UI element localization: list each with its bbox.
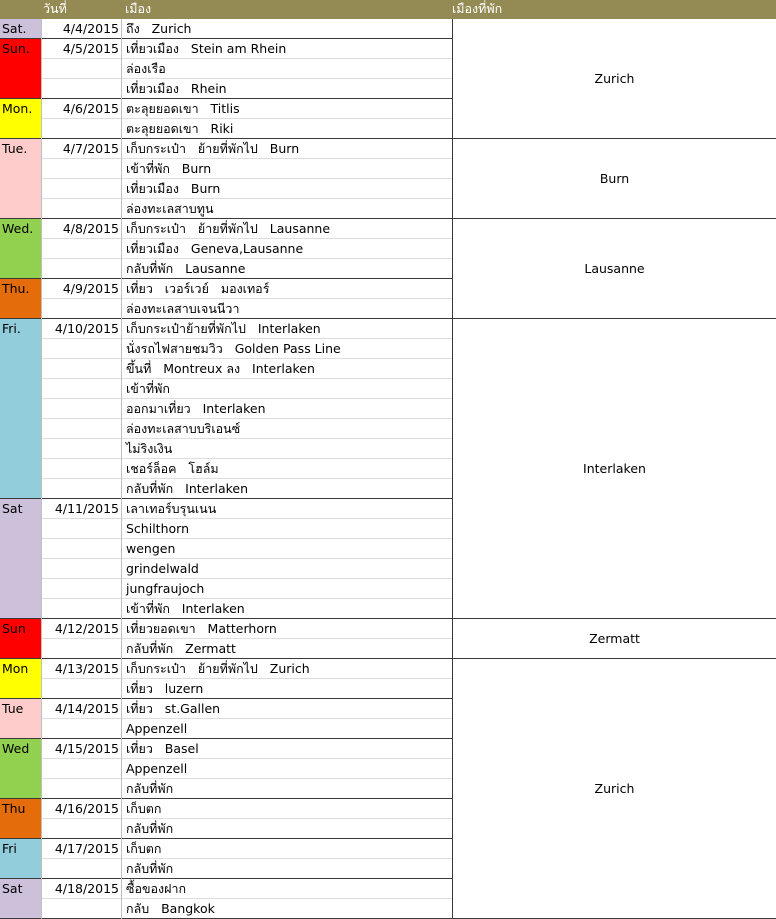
date-row-line bbox=[41, 599, 121, 619]
day-cell: Sat bbox=[0, 499, 41, 619]
date-cell: 4/6/2015 bbox=[62, 101, 119, 116]
activity-cell: กลับที่พัก bbox=[121, 819, 452, 839]
header-blank-cell bbox=[0, 0, 41, 19]
activity-cell: เที่ยวเมือง Burn bbox=[121, 179, 452, 199]
date-row-line bbox=[41, 659, 121, 679]
day-cell: Wed bbox=[0, 739, 41, 799]
date-row-line bbox=[41, 719, 121, 739]
date-cell: 4/16/2015 bbox=[54, 801, 119, 816]
activity-cell: Schilthorn bbox=[121, 519, 452, 539]
activity-cell: wengen bbox=[121, 539, 452, 559]
date-row-line bbox=[41, 219, 121, 239]
date-row-line bbox=[41, 699, 121, 719]
date-row-line bbox=[41, 259, 121, 279]
date-row-line bbox=[41, 299, 121, 319]
date-cell: 4/9/2015 bbox=[62, 281, 119, 296]
header-date: วันที่ bbox=[41, 0, 121, 19]
activity-cell: เที่ยวยอดเขา Matterhorn bbox=[121, 619, 452, 639]
activity-cell: เข้าที่พัก bbox=[121, 379, 452, 399]
activity-cell: เที่ยวเมือง Rhein bbox=[121, 79, 452, 99]
date-cell: 4/12/2015 bbox=[54, 621, 119, 636]
date-row-line bbox=[41, 239, 121, 259]
date-row-line bbox=[41, 139, 121, 159]
activity-cell: เที่ยว Basel bbox=[121, 739, 452, 759]
day-cell: Tue bbox=[0, 699, 41, 739]
stay-city-cell: Burn bbox=[452, 139, 776, 219]
date-row-line bbox=[41, 639, 121, 659]
activity-cell: เที่ยวเมือง Stein am Rhein bbox=[121, 39, 452, 59]
date-cell: 4/18/2015 bbox=[54, 881, 119, 896]
activity-cell: Appenzell bbox=[121, 759, 452, 779]
date-row-line bbox=[41, 99, 121, 119]
date-row-line bbox=[41, 199, 121, 219]
activity-cell: เก็บกระเป๋า ย้ายที่พักไป Zurich bbox=[121, 659, 452, 679]
activity-cell: ตะลุยยอดเขา Riki bbox=[121, 119, 452, 139]
date-cell: 4/13/2015 bbox=[54, 661, 119, 676]
stay-city-cell: Lausanne bbox=[452, 219, 776, 319]
activity-cell: ล่องทะเลสาบเจนนีวา bbox=[121, 299, 452, 319]
date-row-line bbox=[41, 419, 121, 439]
activity-cell: ถึง Zurich bbox=[121, 19, 452, 39]
activity-cell: ล่องทะเลสาบทูน bbox=[121, 199, 452, 219]
date-row-line bbox=[41, 859, 121, 879]
activity-cell: นั่งรถไฟสายชมวิว Golden Pass Line bbox=[121, 339, 452, 359]
day-cell: Mon. bbox=[0, 99, 41, 139]
date-cell: 4/7/2015 bbox=[62, 141, 119, 156]
header-stay: เมืองที่พัก bbox=[452, 0, 776, 19]
date-row-line bbox=[41, 439, 121, 459]
day-cell: Sat. bbox=[0, 19, 41, 39]
date-row-line bbox=[41, 359, 121, 379]
stay-city-cell: Zurich bbox=[452, 19, 776, 139]
day-cell: Fri bbox=[0, 839, 41, 879]
activity-cell: เก็บกระเป๋า ย้ายที่พักไป Lausanne bbox=[121, 219, 452, 239]
activity-cell: เข้าที่พัก Burn bbox=[121, 159, 452, 179]
date-row-line bbox=[41, 619, 121, 639]
activity-cell: ล่องทะเลสาบบริเอนซ์ bbox=[121, 419, 452, 439]
date-row-line bbox=[41, 539, 121, 559]
activity-cell: เข้าที่พัก Interlaken bbox=[121, 599, 452, 619]
stay-city-cell: Zurich bbox=[452, 659, 776, 919]
date-row-line bbox=[41, 39, 121, 59]
activity-cell: ออกมาเที่ยว Interlaken bbox=[121, 399, 452, 419]
activity-cell: กลับที่พัก Zermatt bbox=[121, 639, 452, 659]
activity-cell: Appenzell bbox=[121, 719, 452, 739]
activity-cell: กลับ Bangkok bbox=[121, 899, 452, 919]
date-cell: 4/14/2015 bbox=[54, 701, 119, 716]
date-row-line bbox=[41, 819, 121, 839]
date-row-line bbox=[41, 119, 121, 139]
day-cell: Thu bbox=[0, 799, 41, 839]
date-row-line bbox=[41, 59, 121, 79]
date-row-line bbox=[41, 479, 121, 499]
activity-cell: ล่องเรือ bbox=[121, 59, 452, 79]
activity-cell: เชอร์ล็อค โฮล์ม bbox=[121, 459, 452, 479]
day-cell: Wed. bbox=[0, 219, 41, 279]
header-city: เมือง bbox=[121, 0, 452, 19]
day-cell: Sat bbox=[0, 879, 41, 919]
activity-cell: grindelwald bbox=[121, 559, 452, 579]
date-cell: 4/11/2015 bbox=[54, 501, 119, 516]
date-row-line bbox=[41, 579, 121, 599]
date-row-line bbox=[41, 179, 121, 199]
activity-cell: เที่ยว เวอร์เวย์ มองเทอร์ bbox=[121, 279, 452, 299]
date-row-line bbox=[41, 559, 121, 579]
date-row-line bbox=[41, 79, 121, 99]
date-row-line bbox=[41, 339, 121, 359]
date-row-line bbox=[41, 739, 121, 759]
date-row-line bbox=[41, 379, 121, 399]
activity-cell: เก็บกระเป๋าย้ายที่พักไป Interlaken bbox=[121, 319, 452, 339]
date-row-line bbox=[41, 679, 121, 699]
date-row-line bbox=[41, 759, 121, 779]
activity-cell: ตะลุยยอดเขา Titlis bbox=[121, 99, 452, 119]
date-row-line bbox=[41, 459, 121, 479]
day-cell: Sun. bbox=[0, 39, 41, 99]
activity-cell: เลาเทอร์บรุนเนน bbox=[121, 499, 452, 519]
activity-cell: ไม่ริงเงิน bbox=[121, 439, 452, 459]
stay-city-cell: Zermatt bbox=[452, 619, 776, 659]
activity-cell: เที่ยวเมือง Geneva,Lausanne bbox=[121, 239, 452, 259]
activity-cell: เก็บตก bbox=[121, 839, 452, 859]
date-cell: 4/10/2015 bbox=[54, 321, 119, 336]
activity-cell: เที่ยว luzern bbox=[121, 679, 452, 699]
date-row-line bbox=[41, 519, 121, 539]
date-row-line bbox=[41, 779, 121, 799]
column-divider bbox=[41, 19, 42, 919]
date-row-line bbox=[41, 279, 121, 299]
date-row-line bbox=[41, 799, 121, 819]
date-row-line bbox=[41, 19, 121, 39]
activity-cell: jungfraujoch bbox=[121, 579, 452, 599]
date-row-line bbox=[41, 399, 121, 419]
day-cell: Tue. bbox=[0, 139, 41, 219]
day-cell: Sun bbox=[0, 619, 41, 659]
stay-city-cell: Interlaken bbox=[452, 319, 776, 619]
day-cell: Mon bbox=[0, 659, 41, 699]
day-cell: Thu. bbox=[0, 279, 41, 319]
activity-cell: เที่ยว st.Gallen bbox=[121, 699, 452, 719]
date-row-line bbox=[41, 159, 121, 179]
date-row-line bbox=[41, 899, 121, 919]
date-row-line bbox=[41, 839, 121, 859]
activity-cell: กลับที่พัก Interlaken bbox=[121, 479, 452, 499]
activity-cell: เก็บตก bbox=[121, 799, 452, 819]
column-divider bbox=[121, 19, 122, 919]
date-cell: 4/17/2015 bbox=[54, 841, 119, 856]
date-cell: 4/5/2015 bbox=[62, 41, 119, 56]
date-row-line bbox=[41, 319, 121, 339]
date-cell: 4/4/2015 bbox=[62, 21, 119, 36]
activity-cell: เก็บกระเป๋า ย้ายที่พักไป Burn bbox=[121, 139, 452, 159]
activity-cell: กลับที่พัก bbox=[121, 859, 452, 879]
activity-cell: ซื้อของฝาก bbox=[121, 879, 452, 899]
date-cell: 4/8/2015 bbox=[62, 221, 119, 236]
day-cell: Fri. bbox=[0, 319, 41, 499]
date-row-line bbox=[41, 499, 121, 519]
activity-cell: กลับที่พัก bbox=[121, 779, 452, 799]
activity-cell: ขึ้นที่ Montreux ลง Interlaken bbox=[121, 359, 452, 379]
date-row-line bbox=[41, 879, 121, 899]
activity-cell: กลับที่พัก Lausanne bbox=[121, 259, 452, 279]
date-cell: 4/15/2015 bbox=[54, 741, 119, 756]
